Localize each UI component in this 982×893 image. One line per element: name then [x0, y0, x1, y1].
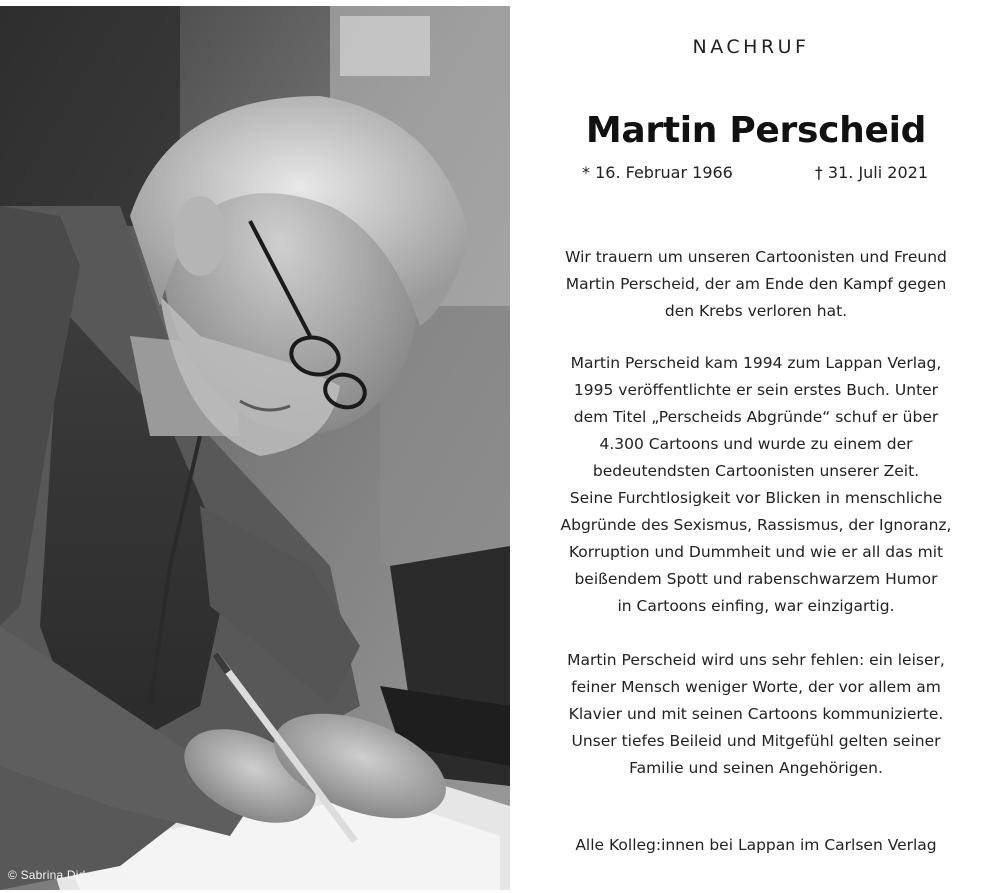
text-line: 4.300 Cartoons und wurde zu einem der	[599, 435, 913, 453]
obituary-text	[520, 0, 982, 893]
portrait-photo	[0, 6, 510, 890]
paragraph-mourning	[520, 244, 982, 325]
text-line: den Krebs verloren hat.	[664, 302, 848, 320]
text-line: in Cartoons einfing, war einzigartig.	[617, 597, 895, 615]
text-line: Martin Perscheid, der am Ende den Kampf gegen	[565, 275, 947, 293]
text-line: bedeutendsten Cartoonisten unserer Zeit.	[592, 462, 920, 480]
text-line: Familie und seinen Angehörigen.	[629, 759, 883, 777]
life-dates	[582, 163, 928, 182]
text-line: feiner Mensch weniger Worte, der vor allem am	[571, 678, 941, 696]
text-line: Martin Perscheid wird uns sehr fehlen: ein leiser,	[567, 651, 945, 669]
text-line: Korruption und Dummheit und wie er all das mit	[568, 543, 944, 561]
photo-credit: © Sabrina Didschuneit	[8, 868, 132, 882]
death-date: † 31. Juli 2021	[814, 163, 928, 182]
text-line: Abgründe des Sexismus, Rassismus, der Ignoranz,	[560, 516, 952, 534]
text-line: 1995 veröffentlichte er sein erstes Buch. Unter	[573, 381, 939, 399]
text-line: dem Titel „Perscheids Abgründe“ schuf er über	[573, 408, 939, 426]
text-line: Wir trauern um unseren Cartoonisten und Freund	[565, 248, 947, 266]
text-line: Unser tiefes Beileid und Mitgefühl gelten seiner	[571, 732, 941, 750]
closing-signature: Alle Kolleg:innen bei Lappan im Carlsen Verlag	[575, 836, 937, 854]
deceased-name: Martin Perscheid	[585, 110, 927, 151]
text-line: beißendem Spott und rabenschwarzem Humor	[574, 570, 938, 588]
birth-date: * 16. Februar 1966	[582, 163, 733, 182]
text-line: Seine Furchtlosigkeit vor Blicken in menschliche	[569, 489, 943, 507]
paragraph-career	[520, 350, 982, 620]
portrait-illustration	[0, 6, 510, 890]
paragraph-farewell	[520, 647, 982, 782]
heading: NACHRUF	[692, 36, 810, 58]
text-line: Martin Perscheid kam 1994 zum Lappan Verlag,	[570, 354, 942, 372]
text-line: Klavier und mit seinen Cartoons kommunizierte.	[568, 705, 944, 723]
